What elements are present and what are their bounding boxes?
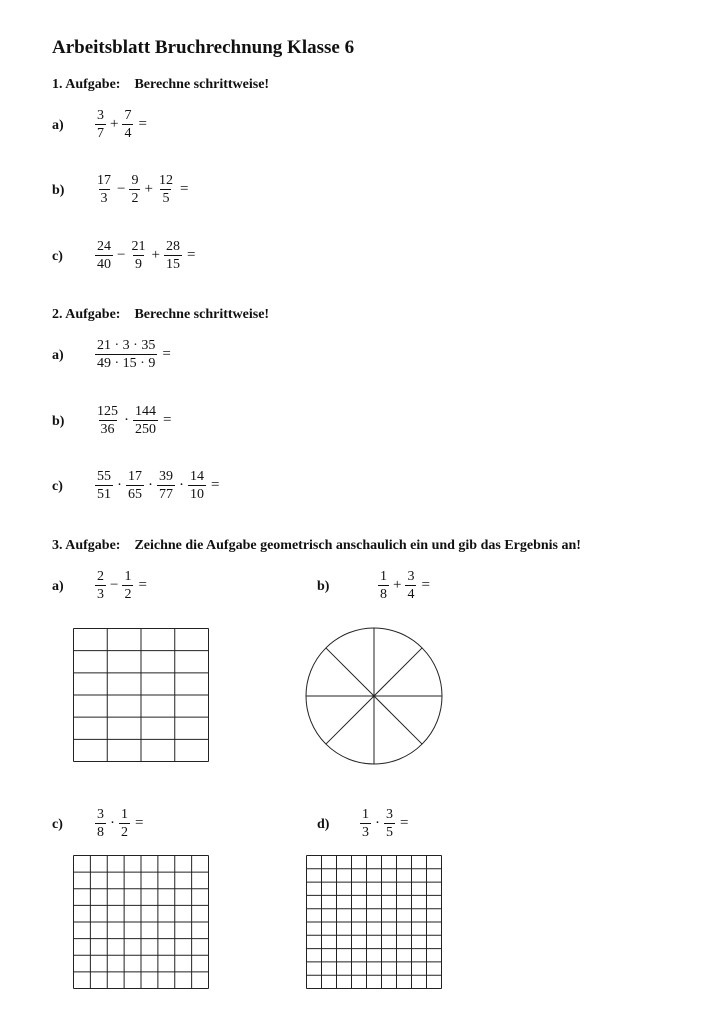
equals-sign: =: [421, 577, 430, 593]
sector-line: [374, 648, 422, 696]
fraction: [95, 469, 113, 502]
operator: ·: [124, 412, 129, 428]
expression: [93, 173, 188, 206]
fraction: [119, 807, 130, 840]
numerator: 3: [407, 569, 415, 584]
fraction: [95, 173, 113, 206]
numerator: 28: [165, 239, 180, 254]
sector-line: [326, 696, 374, 744]
fraction: [360, 807, 371, 840]
page-title: Arbeitsblatt Bruchrechnung Klasse 6: [52, 37, 355, 58]
denominator: 8: [380, 587, 387, 602]
operator: +: [110, 116, 119, 132]
expression: [93, 569, 147, 602]
numerator: 3: [97, 108, 104, 123]
numerator: 1: [362, 807, 369, 822]
expression: [93, 108, 147, 141]
numerator: 21 · 3 · 35: [97, 338, 156, 353]
fraction: [164, 239, 182, 272]
denominator: 49 · 15 · 9: [97, 356, 156, 371]
fraction: [95, 239, 113, 272]
drawing-grid-d[interactable]: [306, 855, 442, 989]
fraction: [378, 569, 389, 602]
equals-sign: =: [138, 116, 147, 132]
denominator: 4: [124, 126, 132, 141]
expression: [93, 404, 171, 437]
equals-sign: =: [400, 815, 409, 831]
equals-sign: =: [211, 477, 220, 493]
denominator: 5: [386, 825, 393, 840]
expression: [376, 569, 430, 602]
equals-sign: =: [186, 247, 196, 263]
sector-line: [374, 696, 422, 744]
item-label: c): [52, 817, 63, 832]
numerator: 9: [131, 173, 139, 188]
denominator: 5: [162, 191, 170, 206]
numerator: 55: [97, 469, 111, 484]
denominator: 36: [100, 422, 115, 437]
denominator: 4: [407, 587, 415, 602]
task-instruction: Berechne schrittweise!: [134, 77, 270, 92]
expression: [93, 239, 195, 272]
sector-line: [326, 648, 374, 696]
item-label: b): [52, 414, 65, 429]
denominator: 3: [97, 587, 104, 602]
operator: ·: [148, 477, 153, 493]
denominator: 77: [159, 487, 173, 502]
numerator: 3: [97, 807, 104, 822]
denominator: 2: [124, 587, 132, 602]
expression: [93, 338, 171, 371]
numerator: 17: [128, 469, 142, 484]
denominator: 10: [190, 487, 204, 502]
denominator: 3: [362, 825, 369, 840]
numerator: 14: [190, 469, 204, 484]
fraction: [384, 807, 395, 840]
numerator: 144: [135, 404, 156, 419]
fraction: [129, 173, 140, 206]
denominator: 2: [131, 191, 139, 206]
denominator: 250: [135, 422, 156, 437]
fraction: [157, 469, 175, 502]
fraction: [122, 569, 133, 602]
item-label: b): [317, 579, 330, 594]
operator: +: [393, 577, 402, 593]
fraction: [95, 338, 157, 371]
task-instruction: Zeichne die Aufgabe geometrisch anschaulich ein und gib das Ergebnis an!: [134, 538, 581, 553]
operator: ·: [375, 815, 380, 831]
drawing-grid-c[interactable]: [73, 855, 209, 989]
drawing-grid-a[interactable]: [73, 628, 209, 762]
expression: [93, 807, 143, 840]
operator: ·: [179, 477, 184, 493]
equals-sign: =: [138, 577, 147, 593]
fraction: [405, 569, 416, 602]
operator: ·: [110, 815, 115, 831]
fraction: [95, 569, 106, 602]
item-label: a): [52, 348, 64, 363]
fraction: [157, 173, 175, 206]
denominator: 7: [97, 126, 104, 141]
item-label: c): [52, 479, 63, 494]
drawing-circle-b[interactable]: [305, 627, 443, 765]
denominator: 51: [97, 487, 111, 502]
numerator: 21: [131, 239, 146, 254]
denominator: 15: [165, 257, 180, 272]
item-label: d): [317, 817, 330, 832]
item-label: a): [52, 118, 64, 133]
task-heading-label: 1. Aufgabe:: [52, 77, 121, 92]
equals-sign: =: [163, 412, 172, 428]
operator: −: [117, 181, 126, 197]
numerator: 1: [380, 569, 387, 584]
denominator: 65: [128, 487, 142, 502]
denominator: 2: [121, 825, 128, 840]
task-heading-label: 2. Aufgabe:: [52, 307, 121, 322]
operator: −: [117, 247, 126, 263]
fraction: [126, 469, 144, 502]
task-instruction: Berechne schrittweise!: [134, 307, 270, 322]
operator: +: [144, 181, 153, 197]
numerator: 17: [97, 173, 111, 188]
fraction: [95, 108, 106, 141]
item-label: c): [52, 249, 63, 264]
fraction: [188, 469, 206, 502]
fraction: [95, 404, 120, 437]
numerator: 1: [121, 807, 128, 822]
numerator: 2: [97, 569, 104, 584]
equals-sign: =: [179, 181, 189, 197]
operator: ·: [117, 477, 122, 493]
fraction: [95, 807, 106, 840]
fraction: [133, 404, 158, 437]
numerator: 7: [124, 108, 132, 123]
operator: −: [110, 577, 119, 593]
numerator: 125: [97, 404, 118, 419]
item-label: a): [52, 579, 64, 594]
numerator: 3: [386, 807, 393, 822]
expression: [358, 807, 408, 840]
item-label: b): [52, 183, 65, 198]
operator: +: [151, 247, 160, 263]
denominator: 9: [134, 257, 142, 272]
task-heading-label: 3. Aufgabe:: [52, 538, 121, 553]
denominator: 8: [97, 825, 104, 840]
fraction: [122, 108, 133, 141]
task-1-heading: [52, 77, 269, 93]
numerator: 39: [159, 469, 173, 484]
equals-sign: =: [135, 815, 144, 831]
expression: [93, 469, 219, 502]
denominator: 40: [97, 257, 111, 272]
equals-sign: =: [162, 346, 171, 362]
numerator: 12: [158, 173, 173, 188]
task-3-heading: [52, 538, 581, 554]
denominator: 3: [100, 191, 108, 206]
numerator: 1: [124, 569, 132, 584]
task-2-heading: [52, 307, 269, 323]
numerator: 24: [97, 239, 111, 254]
fraction: [129, 239, 147, 272]
